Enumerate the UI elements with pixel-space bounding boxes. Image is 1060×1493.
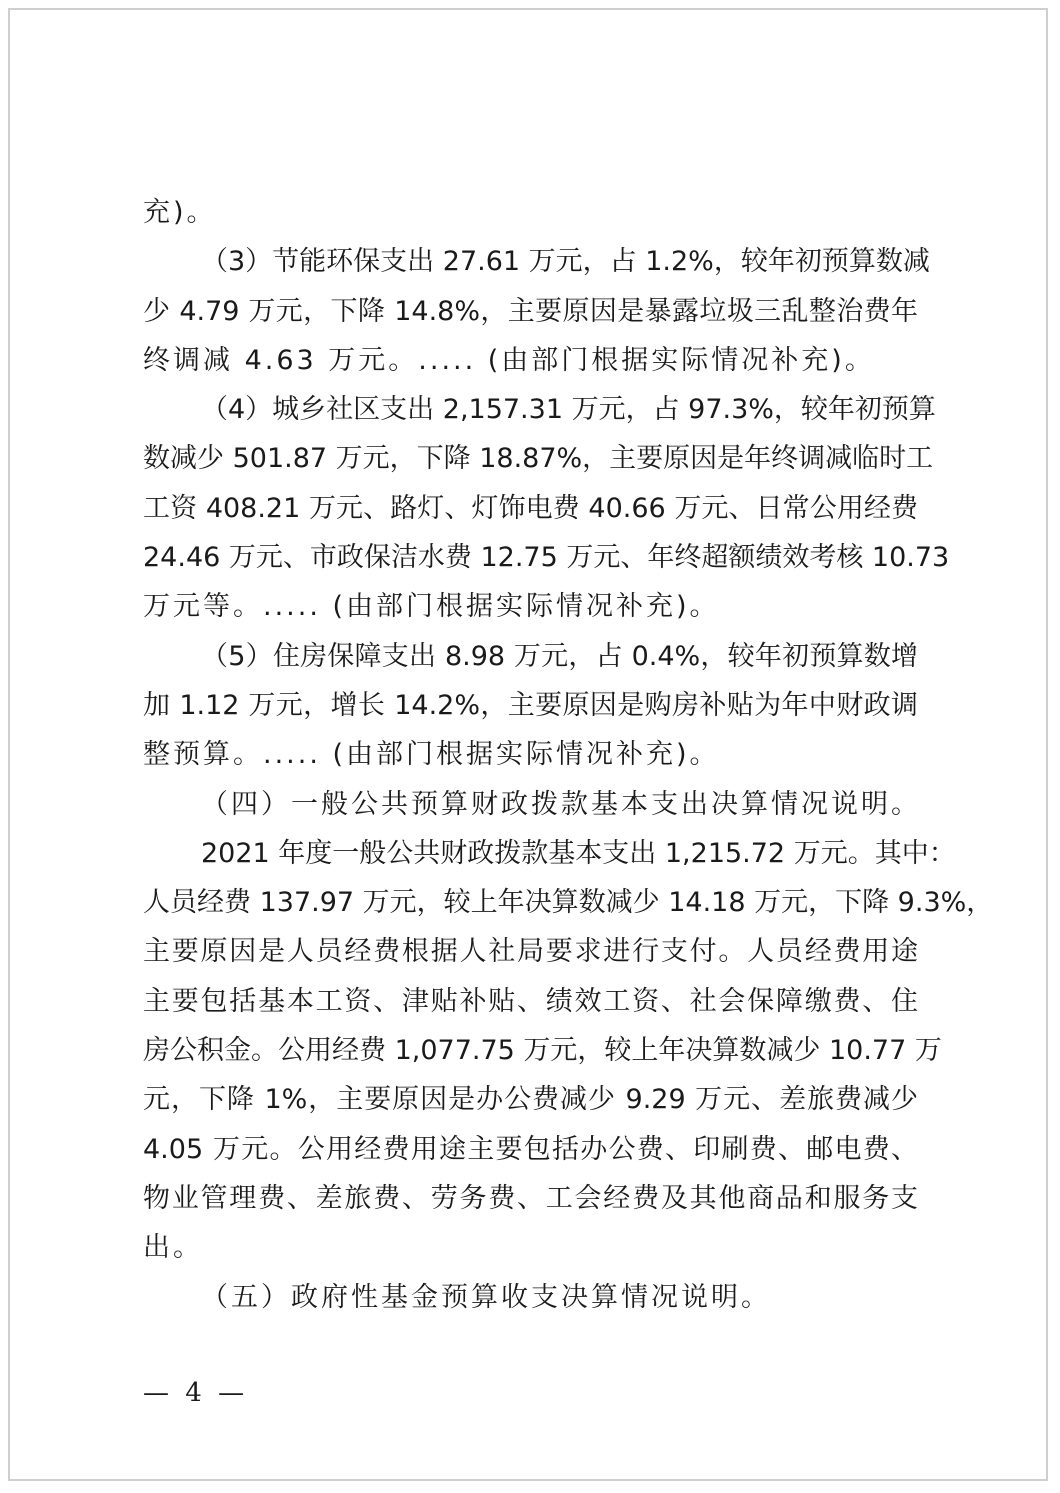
text-line: 主要原因是人员经费根据人社局要求进行支付。人员经费用途 [143,936,918,968]
text-line: 4.05 万元。公用经费用途主要包括办公费、印刷费、邮电费、 [143,1133,918,1165]
text-line: 主要包括基本工资、津贴补贴、绩效工资、社会保障缴费、住 [143,985,918,1017]
text-line: 万元等。..... (由部门根据实际情况补充)。 [143,591,720,623]
text-line: 终调减 4.63 万元。..... (由部门根据实际情况补充)。 [143,344,875,376]
text-line: 数减少 501.87 万元，下降 18.87%，主要原因是年终调减临时工 [143,443,934,475]
text-line: 元，下降 1%，主要原因是办公费减少 9.29 万元、差旅费减少 [143,1084,918,1116]
text-line: 2021 年度一般公共财政拨款基本支出 1,215.72 万元。其中： [201,837,956,869]
text-line: 加 1.12 万元，增长 14.2%，主要原因是购房补贴为年中财政调 [143,689,918,721]
text-line: 物业管理费、差旅费、劳务费、工会经费及其他商品和服务支 [143,1182,918,1214]
section-heading: （五）政府性基金预算收支决算情况说明。 [201,1281,771,1313]
text-line: （5）住房保障支出 8.98 万元，占 0.4%，较年初预算数增 [201,640,918,672]
text-line: 充)。 [143,197,217,228]
text-line: （4）城乡社区支出 2,157.31 万元，占 97.3%，较年初预算 [201,394,936,426]
page-number: — 4 — [143,1378,249,1408]
text-line: 人员经费 137.97 万元，较上年决算数减少 14.18 万元，下降 9.3%， [143,887,994,919]
text-line: 工资 408.21 万元、路灯、灯饰电费 40.66 万元、日常公用经费 [143,492,918,524]
text-line: 24.46 万元、市政保洁水费 12.75 万元、年终超额绩效考核 10.73 [143,542,950,574]
section-heading: （四）一般公共预算财政拨款基本支出决算情况说明。 [201,788,921,820]
text-line: （3）节能环保支出 27.61 万元，占 1.2%，较年初预算数减 [201,246,930,278]
text-line: 出。 [143,1232,203,1264]
text-line: 少 4.79 万元，下降 14.8%，主要原因是暴露垃圾三乱整治费年 [143,295,918,327]
document-body [143,188,994,1322]
text-line: 房公积金。公用经费 1,077.75 万元，较上年决算数减少 10.77 万 [143,1035,942,1067]
text-line: 整预算。..... (由部门根据实际情况补充)。 [143,739,720,771]
